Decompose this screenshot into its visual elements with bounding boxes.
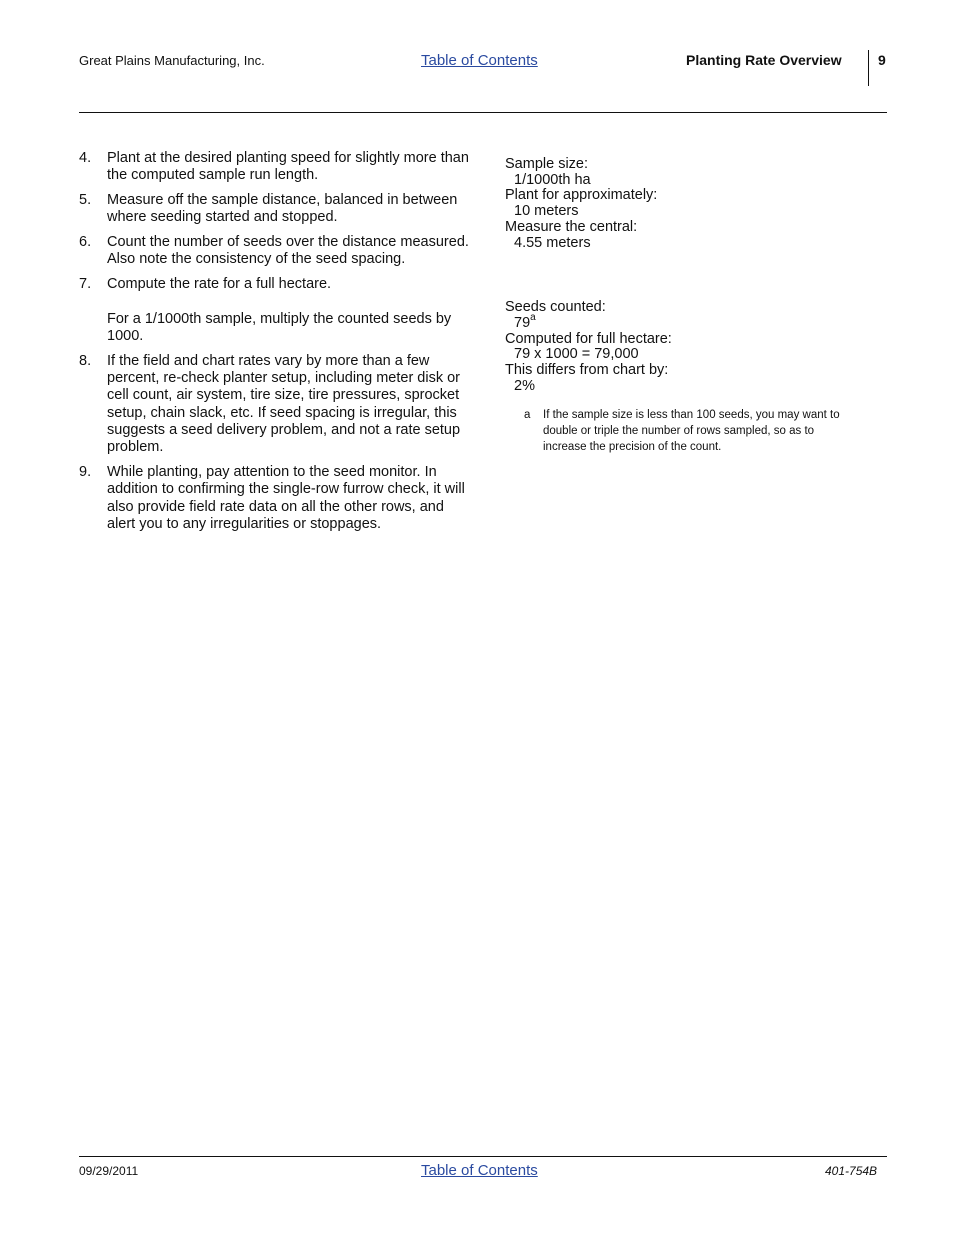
company-name: Great Plains Manufacturing, Inc. xyxy=(79,53,265,68)
step-item xyxy=(79,150,471,185)
document-number: 401-754B xyxy=(825,1164,878,1178)
step-note: For a 1/1000th sample, multiply the counted seeds by 1000. xyxy=(107,310,452,344)
step-text: Measure off the sample distance, balanced in between where seeding started and stopped. xyxy=(107,192,458,226)
plant-distance-value: 10 meters xyxy=(514,203,579,220)
seeds-counted-row xyxy=(505,312,865,332)
step-item xyxy=(79,192,471,227)
footnote-ref: a xyxy=(530,312,536,324)
header-rule xyxy=(79,112,887,113)
step-text: Compute the rate for a full hectare. xyxy=(107,276,332,293)
sample-calculation xyxy=(505,157,865,455)
step-text: While planting, pay attention to the seed monitor. In addition to confirming the single-row furrow check, it will also provide field rate data on all the other rows, and alert you to any irregularities or stoppages. xyxy=(107,463,465,532)
step-number: 5. xyxy=(79,192,92,209)
header-toc-link[interactable]: Table of Contents xyxy=(421,52,538,69)
computed-value: 79 x 1000 = 79,000 xyxy=(514,346,639,363)
footer-toc-link[interactable]: Table of Contents xyxy=(421,1162,538,1179)
seeds-counted-value: 79 xyxy=(514,314,531,331)
difference-value: 2% xyxy=(514,377,535,394)
footnote-text: If the sample size is less than 100 seeds, you may want to double or triple the number of rows sampled, so as to increase the precision of the count. xyxy=(543,409,840,454)
step-number: 6. xyxy=(79,234,92,251)
step-item xyxy=(79,234,471,269)
measure-distance-value: 4.55 meters xyxy=(514,234,591,251)
step-text: If the field and chart rates vary by more than a few percent, re-check planter setup, including meter disk or cell count, air system, tire size, tire pressures, sprocket setup, chain slack, etc. If seed spacing is irregular, this suggests a seed delivery problem, and not a rate setup problem. xyxy=(107,352,461,456)
sample-size-value: 1/1000th ha xyxy=(514,171,591,188)
footer-rule xyxy=(79,1156,887,1157)
sample-size-label: Sample size: xyxy=(505,156,589,172)
difference-label: This differs from chart by: xyxy=(505,362,669,379)
step-text: Plant at the desired planting speed for slightly more than the computed sample run length. xyxy=(107,150,469,184)
measure-distance-label: Measure the central: xyxy=(505,218,638,235)
seeds-counted-label: Seeds counted: xyxy=(505,299,606,316)
procedure-steps xyxy=(79,150,471,541)
computed-label: Computed for full hectare: xyxy=(505,330,672,347)
header-divider xyxy=(868,50,869,86)
section-title: Planting Rate Overview xyxy=(686,52,842,68)
step-number: 4. xyxy=(79,150,92,166)
footer-date: 09/29/2011 xyxy=(79,1164,139,1178)
step-item xyxy=(79,353,471,457)
footnote-mark: a xyxy=(524,409,531,422)
plant-distance-label: Plant for approximately: xyxy=(505,187,658,204)
page-number: 9 xyxy=(878,52,886,68)
step-text: Count the number of seeds over the distance measured. Also note the consistency of the seed spacing. xyxy=(107,234,469,268)
step-number: 7. xyxy=(79,276,92,293)
step-item xyxy=(79,464,471,533)
step-number: 9. xyxy=(79,463,92,480)
step-number: 8. xyxy=(79,352,92,369)
footnote xyxy=(505,407,865,455)
step-item xyxy=(79,276,471,345)
step-content xyxy=(107,276,471,345)
